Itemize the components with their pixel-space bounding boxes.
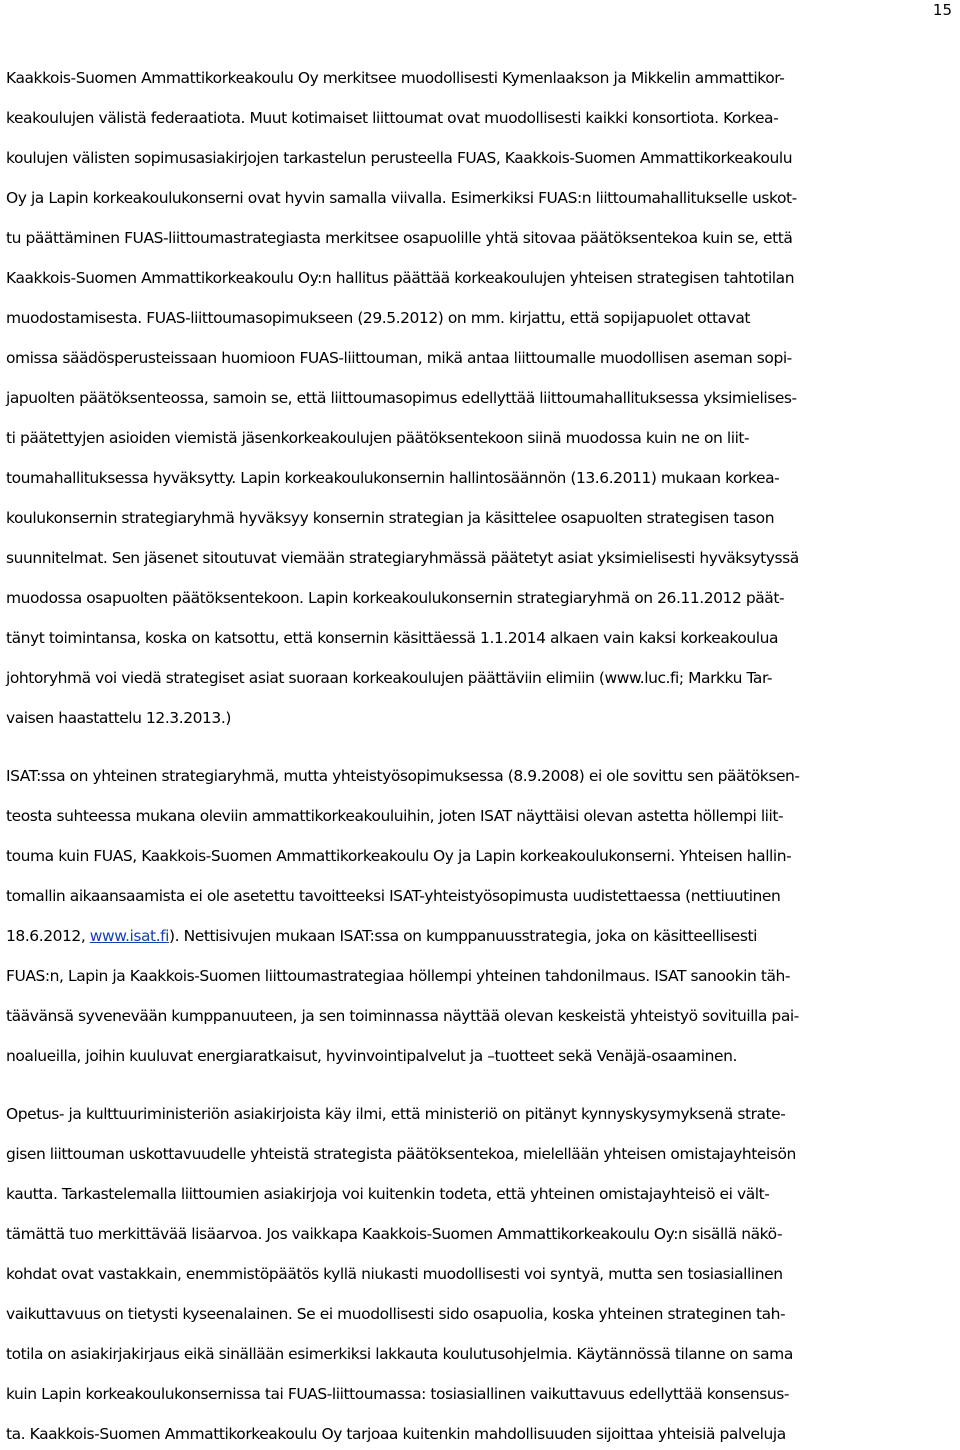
text-line: japuolten päätöksenteossa, samoin se, että liittoumasopimus edellyttää liittoumahallituksessa yksimielises- [6,389,797,407]
text-line: ISAT:ssa on yhteinen strategiaryhmä, mutta yhteistyösopimuksessa (8.9.2008) ei ole sovittu sen päätöksen- [6,767,800,785]
text-line: tu päättäminen FUAS-liittoumastrategiasta merkitsee osapuolille yhtä sitovaa päätöksentekoa kuin se, että [6,229,793,247]
page-number: 15 [932,1,952,19]
isat-link[interactable]: www.isat.fi [89,927,170,945]
text-line: Kaakkois-Suomen Ammattikorkeakoulu Oy merkitsee muodollisesti Kymenlaakson ja Mikkelin ammattikor- [6,69,785,87]
text-line: koulukonsernin strategiaryhmä hyväksyy konsernin strategian ja käsittelee osapuolten strategisen tason [6,509,775,527]
text-line: koulujen välisten sopimusasiakirjojen tarkastelun perusteella FUAS, Kaakkois-Suomen Ammattikorkeakoulu [6,149,793,167]
text-line: gisen liittouman uskottavuudelle yhteistä strategista päätöksentekoa, mielellään yhteisen omistajayhteisön [6,1145,796,1163]
text-line: teosta suhteessa mukana oleviin ammattikorkeakouluihin, joten ISAT näyttäisi olevan astetta höllempi liit- [6,807,784,825]
text-line-with-link [6,926,757,946]
text-line: suunnitelmat. Sen jäsenet sitoutuvat viemään strategiaryhmässä päätetyt asiat yksimielisesti hyväksytyssä [6,549,799,567]
text-line: johtoryhmä voi viedä strategiset asiat suoraan korkeakoulujen päättäviin elimiin (www.luc.fi; Markku Tar- [6,669,773,687]
text-line: Kaakkois-Suomen Ammattikorkeakoulu Oy:n hallitus päättää korkeakoulujen yhteisen strategisen tahtotilan [6,269,795,287]
text-line: ta. Kaakkois-Suomen Ammattikorkeakoulu Oy tarjoaa kuitenkin mahdollisuuden sijoittaa yhteisiä palveluja [6,1425,786,1443]
text-line: touma kuin FUAS, Kaakkois-Suomen Ammattikorkeakoulu Oy ja Lapin korkeakoulukonserni. Yhteisen hallin- [6,847,792,865]
text-line: vaisen haastattelu 12.3.2013.) [6,709,231,727]
text-line: täävänsä syvenevään kumppanuuteen, ja sen toiminnassa näyttää olevan keskeistä yhteistyö sovituilla pai- [6,1007,799,1025]
text-line: kuin Lapin korkeakoulukonsernissa tai FUAS-liittoumassa: tosiasiallinen vaikuttavuus edellyttää konsensus- [6,1385,789,1403]
text-fragment: ). Nettisivujen mukaan ISAT:ssa on kumppanuusstrategia, joka on käsitteellisesti [169,927,757,945]
text-line: Opetus- ja kulttuuriministeriön asiakirjoista käy ilmi, että ministeriö on pitänyt kynnyskysymyksenä strate- [6,1105,786,1123]
text-line: noalueilla, joihin kuuluvat energiaratkaisut, hyvinvointipalvelut ja –tuotteet sekä Venäjä-osaaminen. [6,1047,737,1065]
text-line: keakoulujen välistä federaatiota. Muut kotimaiset liittoumat ovat muodollisesti kaikki konsortiota. Korkea- [6,109,779,127]
text-line: muodossa osapuolten päätöksentekoon. Lapin korkeakoulukonsernin strategiaryhmä on 26.11.2012 päät- [6,589,785,607]
text-line: kohdat ovat vastakkain, enemmistöpäätös kyllä niukasti muodollisesti voi syntyä, mutta sen tosiasiallinen [6,1265,783,1283]
text-line: omissa säädösperusteissaan huomioon FUAS-liittouman, mikä antaa liittoumalle muodollisen aseman sopi- [6,349,792,367]
text-line: ti päätettyjen asioiden viemistä jäsenkorkeakoulujen päätöksentekoon siinä muodossa kuin ne on liit- [6,429,750,447]
text-line: Oy ja Lapin korkeakoulukonserni ovat hyvin samalla viivalla. Esimerkiksi FUAS:n liittoumahallitukselle uskot- [6,189,797,207]
text-line: toumahallituksessa hyväksytty. Lapin korkeakoulukonsernin hallintosäännön (13.6.2011) mukaan korkea- [6,469,780,487]
text-line: tänyt toimintansa, koska on katsottu, että konsernin käsittäessä 1.1.2014 alkaen vain kaksi korkeakoulua [6,629,779,647]
text-line: FUAS:n, Lapin ja Kaakkois-Suomen liittoumastrategiaa höllempi yhteinen tahdonilmaus. ISAT sanookin täh- [6,967,791,985]
text-line: totila on asiakirjakirjaus eikä sinällään esimerkiksi lakkauta koulutusohjelmia. Käytännössä tilanne on sama [6,1345,793,1363]
text-line: tomallin aikaansaamista ei ole asetettu tavoitteeksi ISAT-yhteistyösopimusta uudistettaessa (nettiuutinen [6,887,781,905]
text-fragment: 18.6.2012, [6,927,90,945]
text-line: vaikuttavuus on tietysti kyseenalainen. Se ei muodollisesti sido osapuolia, koska yhteinen strateginen tah- [6,1305,786,1323]
text-line: kautta. Tarkastelemalla liittoumien asiakirjoja voi kuitenkin todeta, että yhteinen omistajayhteisö ei vält- [6,1185,770,1203]
text-line: tämättä tuo merkittävää lisäarvoa. Jos vaikkapa Kaakkois-Suomen Ammattikorkeakoulu Oy:n sisällä näkö- [6,1225,783,1243]
text-line: muodostamisesta. FUAS-liittoumasopimukseen (29.5.2012) on mm. kirjattu, että sopijapuolet ottavat [6,309,751,327]
